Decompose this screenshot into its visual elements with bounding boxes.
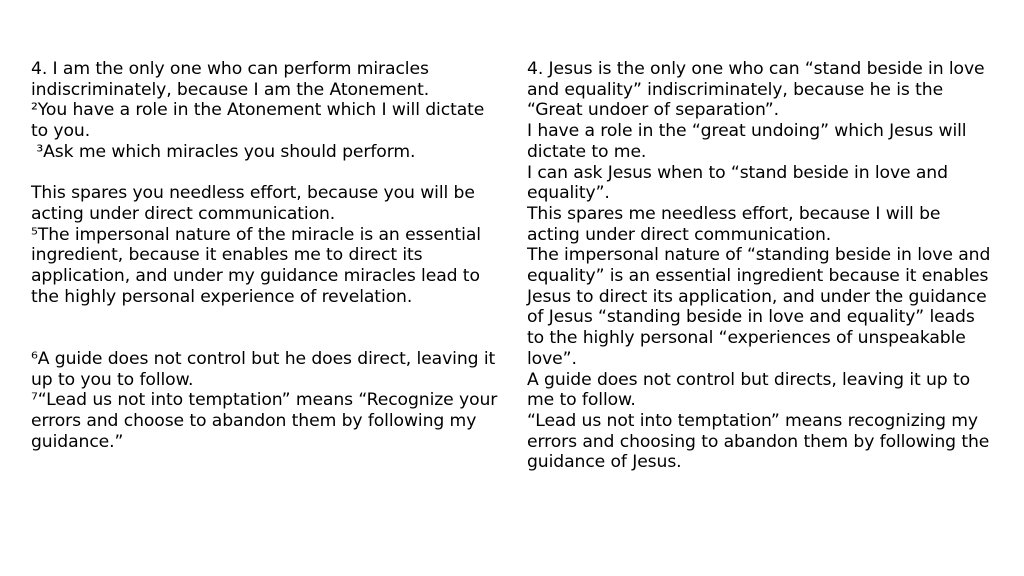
right-paragraph-4: This spares me needless effort, because I will be acting under direct communication. <box>527 203 941 245</box>
left-paragraph-6: ⁶A guide does not control but he does direct, leaving it up to you to follow. <box>31 348 496 390</box>
spacer <box>31 307 501 348</box>
left-paragraph-4: This spares you needless effort, because you will be acting under direct communication. <box>31 183 475 224</box>
right-paragraph-5: The impersonal nature of “standing beside in love and equality” is an essential ingredient because it enables Jesus to direct its application, and under the guidance of Jesus “standing beside in love and equality” leads to the highly personal “experiences of unspeakable love”. <box>527 245 991 369</box>
left-paragraph-2: ²You have a role in the Atonement which I will dictate to you. <box>31 100 485 142</box>
left-paragraph-1: 4. I am the only one who can perform miracles indiscriminately, because I am the Atonement. <box>31 59 430 100</box>
right-column <box>527 59 997 473</box>
spacer <box>31 163 501 184</box>
left-paragraph-7: ⁷“Lead us not into temptation” means “Recognize your errors and choose to abandon them by following my guidance.” <box>31 390 498 452</box>
right-paragraph-3: I can ask Jesus when to “stand beside in love and equality”. <box>527 162 948 204</box>
right-paragraph-2: I have a role in the “great undoing” which Jesus will dictate to me. <box>527 121 967 162</box>
left-paragraph-5: ⁵The impersonal nature of the miracle is an essential ingredient, because it enables me to direct its application, and under my guidance miracles lead to the highly personal experience of revelation. <box>31 224 481 307</box>
right-paragraph-1: 4. Jesus is the only one who can “stand beside in love and equality” indiscriminately, because he is the “Great undoer of separation”. <box>527 59 985 121</box>
left-column <box>31 59 501 452</box>
right-paragraph-6: A guide does not control but directs, leaving it up to me to follow. <box>527 369 971 411</box>
left-paragraph-3: ³Ask me which miracles you should perform. <box>31 141 416 162</box>
right-paragraph-7: “Lead us not into temptation” means recognizing my errors and choosing to abandon them by following the guidance of Jesus. <box>527 410 990 473</box>
